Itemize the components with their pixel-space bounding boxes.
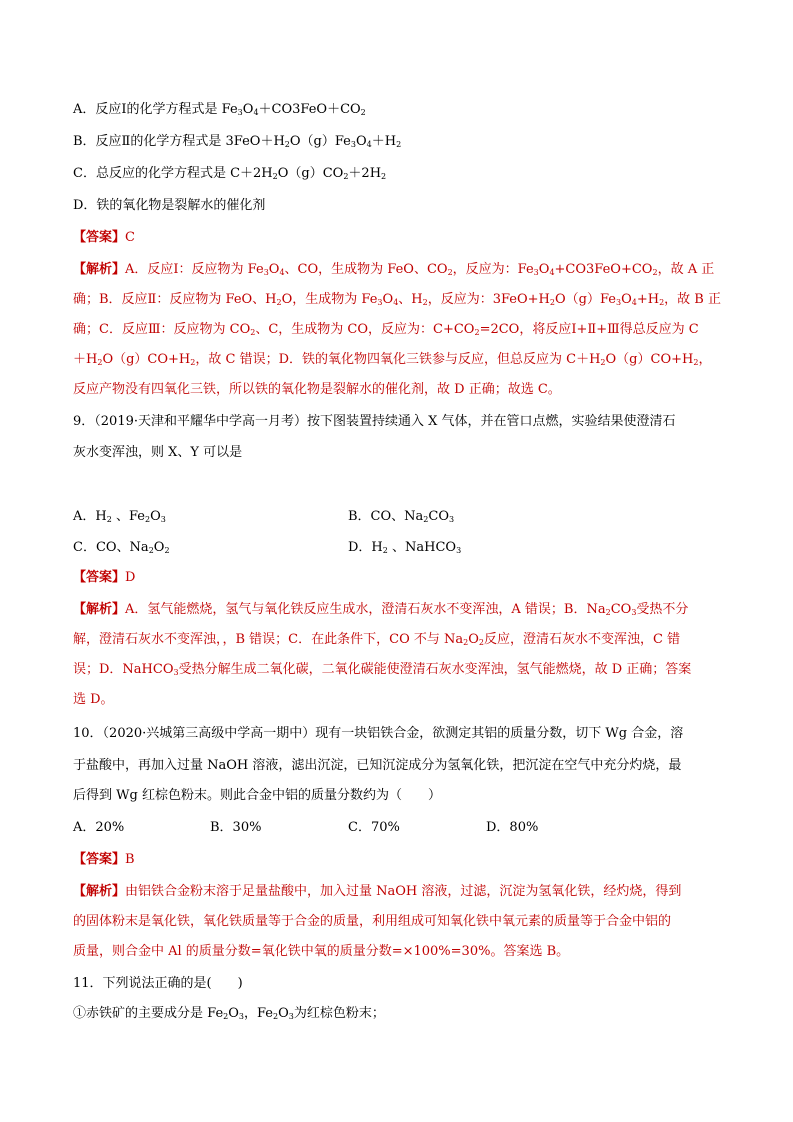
q10-stem-line-1: 10．（2020·兴城第三高级中学高一期中）现有一块铝铁合金，欲测定其铝的质量分数，切下 Wg 合金，溶 xyxy=(73,726,684,741)
q10-stem-line-3: 后得到 Wg 红棕色粉末。则此合金中铝的质量分数约为（ ） xyxy=(73,788,441,803)
q9-stem-line-2: 灰水变浑浊，则 X、Y 可以是 xyxy=(73,445,243,460)
q9-analysis-line-4: 选 D。 xyxy=(73,692,114,707)
q10-analysis-line-1 xyxy=(73,882,681,902)
q8-analysis-line-2: 确；B．反应Ⅱ：反应物为 FeO、$H_2O$，生成物为 $Fe_3O_4$、$H_2$，反应为：$3FeO+H_2O(g)Fe_3O_4+H_2$，故 B 正 xyxy=(73,292,721,307)
q8-analysis-line-3: 确；C．反应Ⅲ：反应物为 $CO_2$、C，生成物为 CO，反应为：$C+CO_2=2CO$，将反应Ⅰ+Ⅱ+Ⅲ得总反应为 C xyxy=(73,322,699,337)
q9-stem-line-1: 9．（2019·天津和平耀华中学高一月考）按下图装置持续通入 X 气体，并在管口点燃，实验结果使澄清石 xyxy=(73,414,676,429)
q8-option-b: B．反应Ⅱ的化学方程式是 $3FeO+H_2O(g)Fe_3O_4+H_2$ xyxy=(73,134,402,149)
analysis-label: 【解析】 xyxy=(73,262,126,277)
q10-option-a: A．20% xyxy=(73,820,125,835)
q8-option-d: D．铁的氧化物是裂解水的催化剂 xyxy=(73,198,266,213)
q8-option-a: A．反应Ⅰ的化学方程式是 $Fe_3O_4+CO3FeO+CO_2$ xyxy=(73,102,366,117)
q9-answer xyxy=(73,568,135,588)
q10-option-b: B．30% xyxy=(210,820,262,835)
q9-option-b: B．CO、$Na_2CO_3$ xyxy=(348,509,455,524)
q10-stem-line-2: 于盐酸中，再加入过量 NaOH 溶液，滤出沉淀，已知沉淀成分为氢氧化铁，把沉淀在空气中充分灼烧，最 xyxy=(73,758,682,773)
q8-analysis-line-4: $+H_2O(g)CO+H_2$，故 C 错误；D．铁的氧化物四氧化三铁参与反应，但总反应为 $C+H_2O(g)CO+H_2$， xyxy=(73,352,712,367)
analysis-text: A．氢气能燃烧，氢气与氧化铁反应生成水，澄清石灰水不变浑浊，A 错误；B．$Na_2CO_3$受热不分 xyxy=(125,602,689,617)
answer-value: B xyxy=(125,852,135,867)
q10-option-c: C．70% xyxy=(348,820,400,835)
analysis-text: A．反应Ⅰ：反应物为 $Fe_3O_4$、CO，生成物为 FeO、$CO_2$，反应为：$Fe_3O_4+CO3FeO+CO_2$，故 A 正 xyxy=(125,262,715,277)
answer-label: 【答案】 xyxy=(73,570,126,585)
q8-answer xyxy=(73,228,135,248)
q9-option-c: C．CO、$Na_2O_2$ xyxy=(73,540,170,555)
q11-stem: 11．下列说法正确的是( ) xyxy=(73,976,243,991)
q9-analysis-line-3: 误；D．NaHCO$_3$受热分解生成二氧化碳，二氧化碳能使澄清石灰水变浑浊，氢气能燃烧，故 D 正确；答案 xyxy=(73,662,692,677)
analysis-label: 【解析】 xyxy=(73,884,126,899)
answer-value: D xyxy=(125,570,136,585)
q10-analysis-line-2: 的固体粉末是氧化铁，氧化铁质量等于合金的质量，利用组成可知氧化铁中氧元素的质量等于合金中铝的 xyxy=(73,914,672,929)
answer-label: 【答案】 xyxy=(73,230,126,245)
answer-value: C xyxy=(125,230,135,245)
q11-item-1: ①赤铁矿的主要成分是 $Fe_2O_3$，$Fe_2O_3$为红棕色粉末； xyxy=(73,1006,385,1021)
analysis-label: 【解析】 xyxy=(73,602,126,617)
q9-analysis-line-2: 解，澄清石灰水不变浑浊，，B 错误；C．在此条件下，CO 不与 $Na_2O_2$反应，澄清石灰水不变浑浊，C 错 xyxy=(73,632,681,647)
q8-analysis-line-5: 反应产物没有四氧化三铁，所以铁的氧化物是裂解水的催化剂，故 D 正确；故选 C。 xyxy=(73,382,561,397)
answer-label: 【答案】 xyxy=(73,852,126,867)
analysis-text: 由铝铁合金粉末溶于足量盐酸中，加入过量 NaOH 溶液，过滤，沉淀为氢氧化铁，经灼烧，得到 xyxy=(125,884,682,899)
q8-option-c: C．总反应的化学方程式是 $C+2H_2O(g)CO_2+2H_2$ xyxy=(73,166,387,181)
q10-answer xyxy=(73,850,135,870)
q10-option-d: D．80% xyxy=(486,820,539,835)
q9-analysis-line-1 xyxy=(73,600,688,620)
q10-analysis-line-3: 质量，则合金中 Al 的质量分数=氧化铁中氧的质量分数=×100%=30%。答案选 B。 xyxy=(73,944,570,959)
q9-option-d: D．$H_2$ 、NaHCO$_3$ xyxy=(348,540,462,555)
q9-option-a: A．$H_2$ 、$Fe_2O_3$ xyxy=(73,509,166,524)
q8-analysis-line-1 xyxy=(73,260,714,280)
